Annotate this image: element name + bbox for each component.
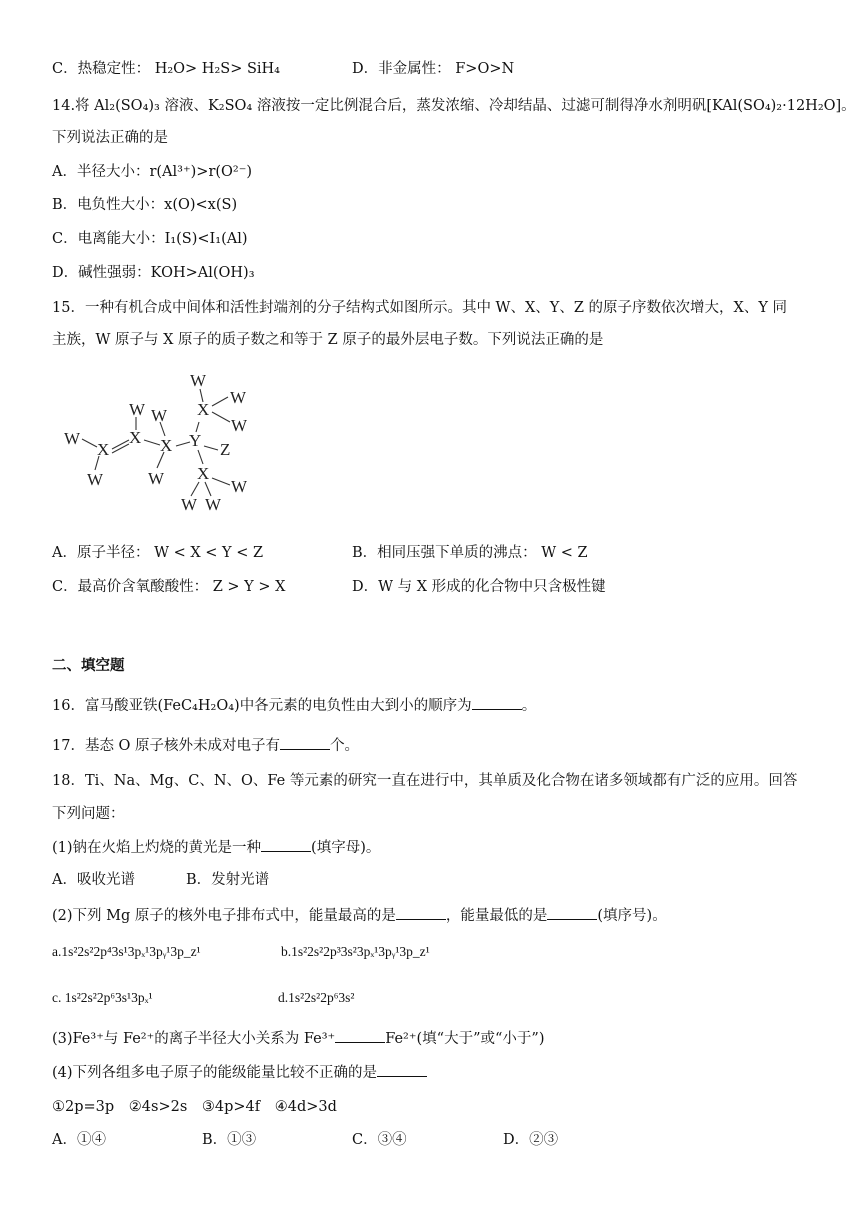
q15-option-a: A．原子半径： W < X < Y < Z [52,545,264,561]
bond [205,482,211,496]
q18-part1-option-a: A．吸收光谱 [52,872,135,888]
q14-option-b: B．电负性大小：x(O)<x(S) [52,197,238,213]
q18-part2 [52,905,667,926]
q18-part2-text: (填序号)。 [597,908,667,924]
atom-w: W [231,477,248,496]
atom-x: X [197,400,210,419]
bond [212,397,228,406]
atom-z: Z [220,440,231,459]
q18-part2-text: ，能量最低的是 [445,908,548,924]
atom-w: W [148,469,165,488]
q18-config-a: a.1s²2s²2p⁴3s¹3pₓ¹3pᵧ¹3p_z¹ [52,944,201,959]
q16-text: 中各元素的电负性由大到小的顺序为 [239,698,472,714]
bond [112,440,129,449]
q18-part2-blank-lowest[interactable] [547,905,597,920]
atom-w: W [151,406,168,425]
q16-answer-blank[interactable] [472,695,522,710]
q18-stem-line1: 18．Ti、Na、Mg、C、N、O、Fe 等元素的研究一直在进行中，其单质及化合物在诸多领域都有广泛的应用。回答 [52,773,798,789]
q18-part4-text: (4)下列各组多电子原子的能级能量比较不正确的是 [52,1065,378,1081]
q15-molecule-diagram [0,360,320,520]
q18-config-b: b.1s²2s²2p³3s²3pₓ¹3pᵧ¹3p_z¹ [281,944,430,959]
atom-w: W [190,371,207,390]
q16-text: 16．富马酸亚铁 [52,698,158,714]
q18-part1-blank[interactable] [261,837,311,852]
q18-part3-blank[interactable] [335,1028,385,1043]
q17 [52,735,359,756]
atom-x: X [197,464,210,483]
q13-option-c: C．热稳定性： H₂O> H₂S> SiH₄ [52,61,280,77]
q18-part4 [52,1062,427,1083]
atom-w: W [205,495,222,514]
q15-stem-line1: 15．一种有机合成中间体和活性封端剂的分子结构式如图所示。其中 W、X、Y、Z 的原子序数依次增大，X、Y 同 [52,300,788,316]
q18-config-c: c. 1s²2s²2p⁶3s¹3pₓ¹ [52,990,153,1005]
bond [191,482,199,496]
q18-part1-option-b: B．发射光谱 [186,872,270,888]
atom-w: W [231,416,248,435]
q17-answer-blank[interactable] [280,735,330,750]
atom-x: X [160,436,173,455]
q18-part1 [52,837,380,858]
q18-part4-blank[interactable] [377,1062,427,1077]
q18-config-d: d.1s²2s²2p⁶3s² [278,990,355,1005]
q18-part4-option-d: D．②③ [503,1132,559,1148]
q14-option-d: D．碱性强弱：KOH>Al(OH)₃ [52,265,255,281]
q18-part2-text: (2)下列 Mg 原子的核外电子排布式中，能量最高的是 [52,908,396,924]
bond [212,412,230,422]
bond [82,439,97,447]
q14-option-a: A．半径大小：r(Al³⁺)>r(O²⁻) [52,164,253,180]
atom-w: W [64,429,81,448]
q18-stem-line2: 下列问题： [52,806,125,822]
q18-part4-option-a: A．①④ [52,1132,106,1148]
q16-text: 。 [521,698,537,714]
q18-part1-text: (填字母)。 [311,840,381,856]
q15-stem-line2: 主族，W 原子与 X 原子的质子数之和等于 Z 原子的最外层电子数。下列说法正确的是 [52,332,604,348]
bond [204,446,218,450]
q18-part3-text: (3)Fe³⁺与 Fe²⁺的离子半径大小关系为 Fe³⁺ [52,1031,336,1047]
bond [144,440,160,445]
bond [212,478,230,485]
q14-option-c: C．电离能大小：I₁(S)<I₁(Al) [52,231,248,247]
atom-w: W [129,400,146,419]
q15-option-b: B．相同压强下单质的沸点： W < Z [352,545,588,561]
q14-stem-line2: 下列说法正确的是 [52,130,168,146]
q18-part1-text: (1)钠在火焰上灼烧的黄光是一种 [52,840,262,856]
atom-w: W [181,495,198,514]
q15-option-d: D．W 与 X 形成的化合物中只含极性键 [352,579,606,595]
q18-part4-option-b: B．①③ [202,1132,257,1148]
q14-stem-line1: 14.将 Al₂(SO₄)₃ 溶液、K₂SO₄ 溶液按一定比例混合后，蒸发浓缩、冷却结晶、过滤可制得净水剂明矾[KAl(SO₄)₂·12H₂O]。 [52,98,856,114]
bond [176,442,190,446]
atom-w: W [87,470,104,489]
q18-part4-option-c: C．③④ [352,1132,407,1148]
q18-part3-text: Fe²⁺(填“大于”或“小于”) [385,1031,545,1047]
section-heading: 二、填空题 [52,658,125,674]
q18-part4-items: ①2p=3p ②4s>2s ③4p>4f ④4d>3d [52,1099,337,1115]
q18-part3 [52,1028,544,1049]
atom-x: X [97,440,110,459]
q13-option-d: D．非金属性： F>O>N [352,61,515,77]
q18-part2-blank-highest[interactable] [396,905,446,920]
atom-x: X [129,428,142,447]
q16 [52,695,536,716]
bond [112,444,129,453]
atom-w: W [230,388,247,407]
q15-option-c: C．最高价含氧酸酸性： Z > Y > X [52,579,286,595]
q16-formula: (FeC₄H₂O₄) [157,698,240,714]
atom-y: Y [189,431,202,450]
q17-text: 个。 [330,738,360,754]
bond [198,450,203,464]
q17-text: 17．基态 O 原子核外未成对电子有 [52,738,281,754]
